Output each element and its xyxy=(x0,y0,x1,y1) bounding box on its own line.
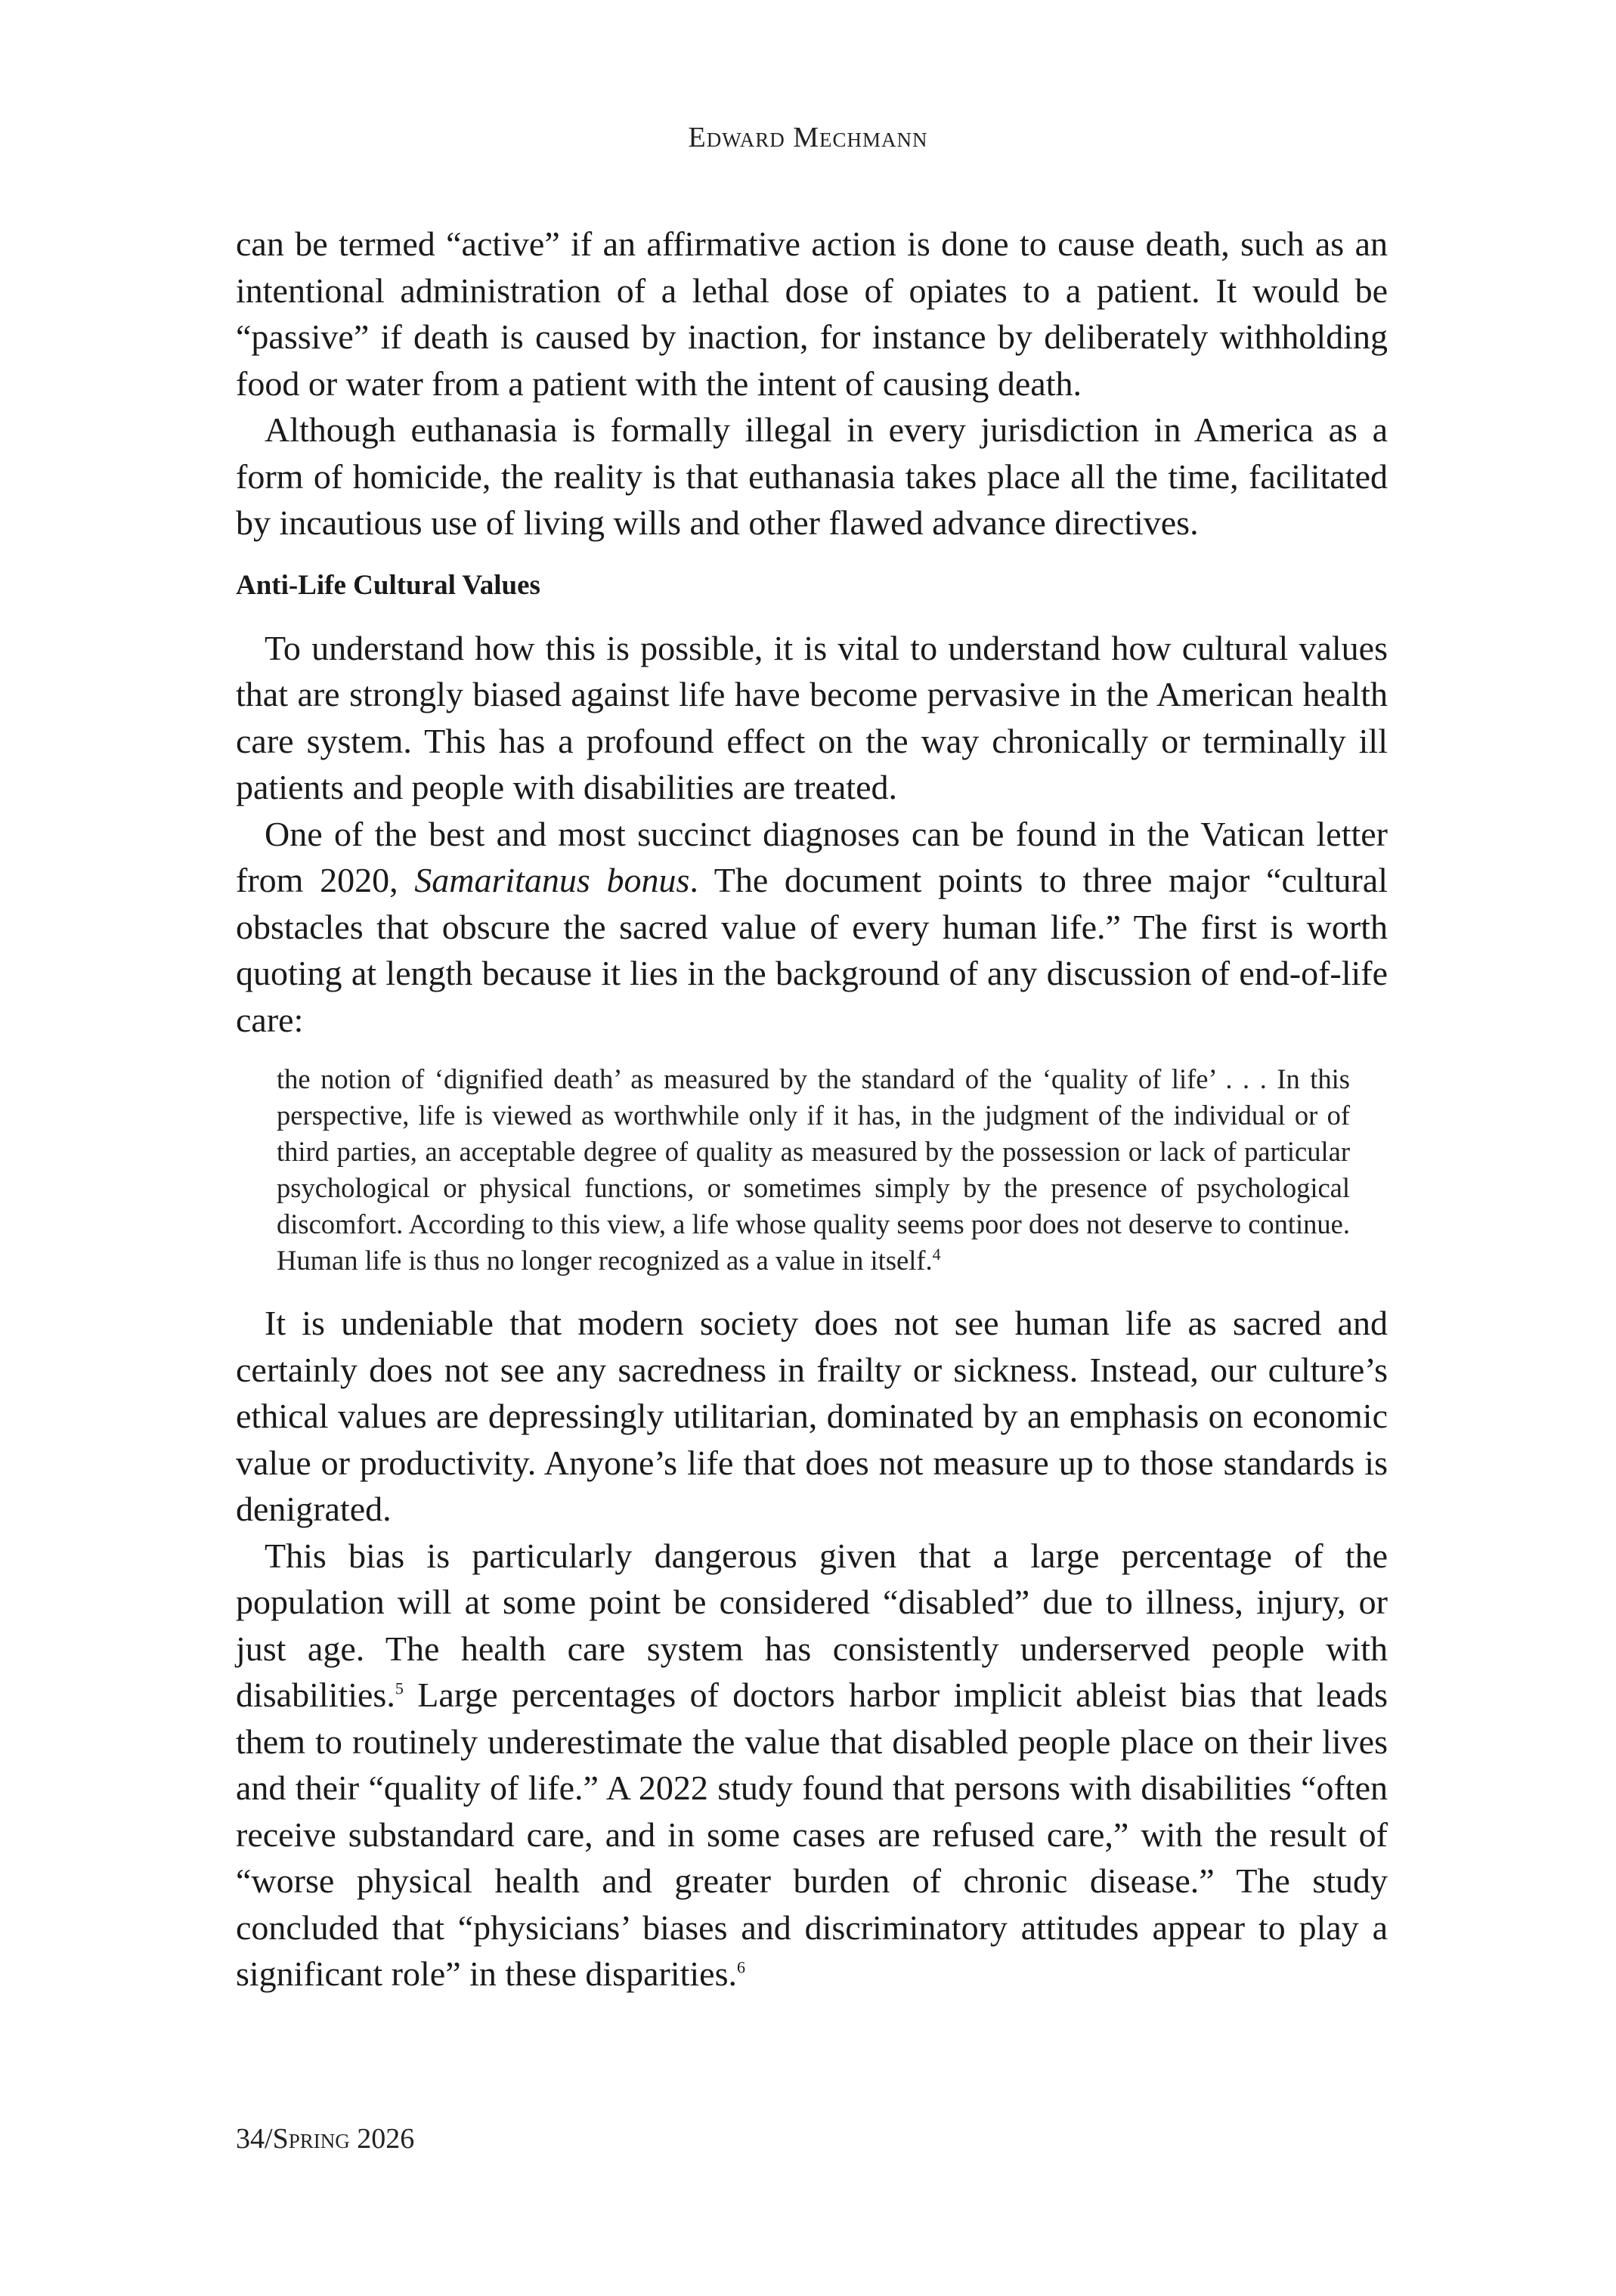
text-run: . The document points to three major “cultural obstacles that obscure the sacred value of every human life.” The first is worth quoting at length because it lies in the background of any discussion of end-of-life care: xyxy=(236,861,1388,1039)
footnote-marker: 4 xyxy=(932,1244,941,1264)
footnote-marker: 6 xyxy=(736,1957,745,1977)
running-head: Edward Mechmann xyxy=(688,122,928,153)
text-run: This bias is particularly dangerous given that a large percentage of the population will at some point be considered “disabled” due to illness, injury, or just age. The health care system has consistently underserved people with disabilities. xyxy=(236,1536,1388,1714)
text-run: Large percentages of doctors harbor implicit ableist bias that leads them to routinely underestimate the value that disabled people place on their lives and their “quality of life.” A 2022 study found that persons with disabilities “often receive substandard care, and in some cases are refused care,” with the result of “worse physical health and greater burden of chronic disease.” The study concluded that “physicians’ biases and discriminatory attitudes appear to play a significant role” in these disparities. xyxy=(236,1676,1388,1993)
block-quote-text: the notion of ‘dignified death’ as measured by the standard of the ‘quality of life’ . . . In this perspective, life is viewed as worthwhile only if it has, in the judgment of the individual or of third parties, an acceptable degree of quality as measured by the possession or lack of particular psychological or physical functions, or sometimes simply by the presence of psychological discomfort. According to this view, a life whose quality seems poor does not deserve to continue. Human life is thus no longer recognized as a value in itself. xyxy=(277,1063,1350,1276)
paragraph xyxy=(236,811,1388,1044)
text-run: It is undeniable that modern society does not see human life as sacred and certainly does not see any sacredness in frailty or sickness. Instead, our culture’s ethical values are depressingly utilitarian, dominated by an emphasis on economic value or productivity. Anyone’s life that does not measure up to those standards is denigrated. xyxy=(236,1304,1388,1528)
paragraph xyxy=(236,1300,1388,1533)
paragraph xyxy=(236,221,1388,407)
paragraph xyxy=(236,1533,1388,1997)
footnote-marker: 5 xyxy=(395,1679,404,1698)
page-folio xyxy=(236,2122,414,2155)
block-quote xyxy=(277,1061,1350,1279)
text-run: To understand how this is possible, it is vital to understand how cultural values that are strongly biased against life have become pervasive in the American health care system. This has a profound effect on the way chronically or terminally ill patients and people with disabilities are treated. xyxy=(236,628,1388,806)
folio-year: 2026 xyxy=(349,2123,415,2155)
body-text xyxy=(236,221,1388,1997)
paragraph xyxy=(236,625,1388,811)
italic-title: Samaritanus bonus xyxy=(414,861,690,899)
folio-number: 34/ xyxy=(236,2123,273,2155)
text-run: Although euthanasia is formally illegal in every jurisdiction in America as a form of homicide, the reality is that euthanasia takes place all the time, facilitated by incautious use of living wills and other flawed advance directives. xyxy=(236,410,1388,542)
section-heading: Anti-Life Cultural Values xyxy=(236,569,540,601)
text-run: can be termed “active” if an affirmative action is done to cause death, such as an intentional administration of a lethal dose of opiates to a patient. It would be “passive” if death is caused by inaction, for instance by deliberately withholding food or water from a patient with the intent of causing death. xyxy=(236,224,1388,403)
text-run: One of the best and most succinct diagnoses can be found in the Vatican letter from 2020, xyxy=(236,814,1388,899)
paragraph xyxy=(236,407,1388,546)
folio-season: Spring xyxy=(272,2123,350,2155)
